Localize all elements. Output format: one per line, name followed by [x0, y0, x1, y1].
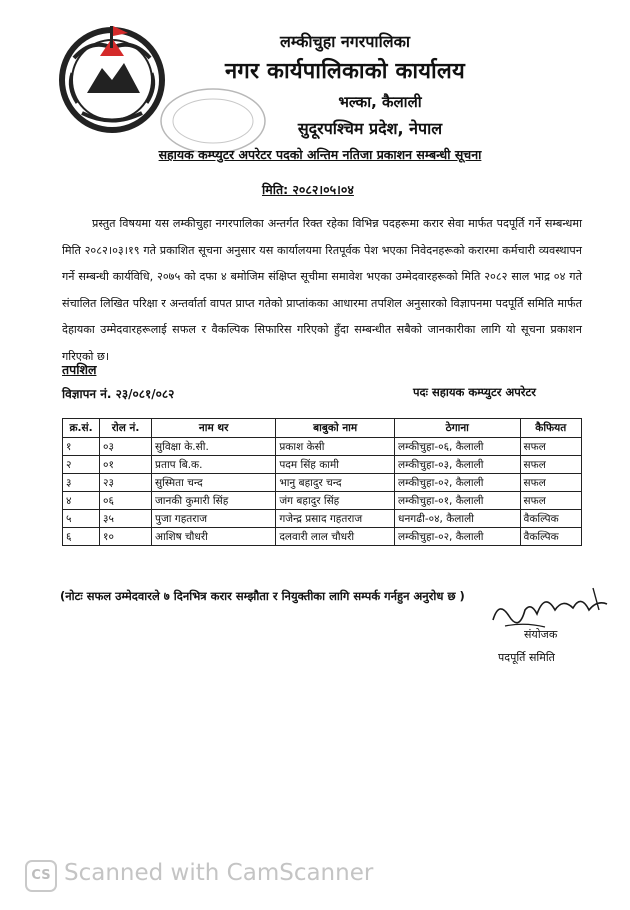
col-father: बाबुको नाम [276, 419, 395, 438]
col-roll: रोल नं. [100, 419, 152, 438]
table-row [63, 510, 582, 528]
cell-name: आशिष चौधरी [152, 528, 276, 546]
table-row [63, 474, 582, 492]
cell-serial: ६ [63, 528, 100, 546]
cell-name: पुजा गहतराज [152, 510, 276, 528]
cell-father: पदम सिंह कामी [276, 456, 395, 474]
cell-roll: २३ [100, 474, 152, 492]
cell-name: सुस्मिता चन्द [152, 474, 276, 492]
cell-father: भानु बहादुर चन्द [276, 474, 395, 492]
cell-address: लम्कीचुहा-०२, कैलाली [395, 528, 520, 546]
col-name: नाम थर [152, 419, 276, 438]
cell-remarks: वैकल्पिक [520, 528, 582, 546]
province-name: सुदूरपश्चिम प्रदेश, नेपाल [297, 119, 443, 138]
cell-address: लम्कीचुहा-०६, कैलाली [395, 438, 520, 456]
government-emblem-icon [52, 18, 172, 138]
cell-address: धनगढी-०४, कैलाली [395, 510, 520, 528]
cell-remarks: सफल [520, 474, 582, 492]
cell-serial: १ [63, 438, 100, 456]
office-address: भल्का, कैलाली [338, 93, 422, 111]
signatory-title: संयोजक [524, 628, 558, 641]
cell-remarks: सफल [520, 438, 582, 456]
cell-name: जानकी कुमारी सिंह [152, 492, 276, 510]
cell-roll: ०३ [100, 438, 152, 456]
results-table [62, 418, 582, 546]
notice-subject: सहायक कम्प्युटर अपरेटर पदको अन्तिम नतिजा प्रकाशन सम्बन्धी सूचना [158, 147, 482, 162]
notice-date: मिति: २०८२।०५।०४ [262, 182, 354, 197]
notice-note: (नोटः सफल उम्मेदवारले ७ दिनभित्र करार सम्झौता र नियुक्तीका लागि सम्पर्क गर्नहुन अनुरोध छ ) [60, 589, 465, 603]
municipality-name: लम्कीचुहा नगरपालिका [279, 32, 411, 51]
cell-roll: ०६ [100, 492, 152, 510]
cell-remarks: सफल [520, 456, 582, 474]
cell-name: सुविक्षा के.सी. [152, 438, 276, 456]
col-remarks: कैफियत [520, 419, 582, 438]
cell-father: गजेन्द्र प्रसाद गहतराज [276, 510, 395, 528]
cell-father: प्रकाश केसी [276, 438, 395, 456]
camscanner-logo-icon: CS [25, 860, 57, 892]
col-serial: क्र.सं. [63, 419, 100, 438]
cell-name: प्रताप बि.क. [152, 456, 276, 474]
table-row [63, 492, 582, 510]
cell-roll: ०१ [100, 456, 152, 474]
table-row [63, 456, 582, 474]
table-header-row [63, 419, 582, 438]
col-address: ठेगाना [395, 419, 520, 438]
cell-father: दलवारी लाल चौधरी [276, 528, 395, 546]
cell-address: लम्कीचुहा-०३, कैलाली [395, 456, 520, 474]
cell-serial: ४ [63, 492, 100, 510]
signatory-committee: पदपूर्ति समिति [498, 651, 555, 664]
table-row [63, 528, 582, 546]
office-name: नगर कार्यपालिकाको कार्यालय [225, 59, 465, 84]
cell-remarks: सफल [520, 492, 582, 510]
cell-address: लम्कीचुहा-०२, कैलाली [395, 474, 520, 492]
cell-roll: १० [100, 528, 152, 546]
post-name: पदः सहायक कम्प्युटर अपरेटर [413, 385, 536, 399]
cell-serial: ३ [63, 474, 100, 492]
table-row [63, 438, 582, 456]
cell-serial: २ [63, 456, 100, 474]
advertisement-number: विज्ञापन नं. २३/०८१/०८२ [62, 387, 175, 401]
notice-body: प्रस्तुत विषयमा यस लम्कीचुहा नगरपालिका अन्तर्गत रिक्त रहेका विभिन्न पदहरूमा करार सेवा मार्फत पदपूर्ति गर्ने सम्बन्धमा मिति २०८२।०३।१९ गते प्रकाशित सूचना अनुसार यस कार्यालयमा रितपूर्वक पेश भएका निवेदनहरूको करारमा कर्मचारी व्यवस्थापन गर्ने सम्बन्धी कार्यविधि, २०७५ को दफा ४ बमोजिम संक्षिप्त सूचीमा समावेश भएका उम्मेदवारहरूको मिति २०८२ साल भाद्र ०४ गते संचालित लिखित परिक्षा र अन्तर्वार्ता वापत प्राप्त गतेको प्राप्तांकका आधारमा तपशिल अनुसारको विज्ञापनमा पदपूर्ति समिति मार्फत देहायका उम्मेदवारहरूलाई सफल र वैकल्पिक सिफारिस गरिएको हुँदा सम्बन्धीत सबैको जानकारीका लागि यो सूचना प्रकाशन गरिएको छ। [62, 217, 582, 363]
cell-father: जंग बहादुर सिंह [276, 492, 395, 510]
camscanner-watermark: Scanned with CamScanner [64, 860, 374, 886]
details-heading: तपशिल [62, 362, 97, 377]
cell-address: लम्कीचुहा-०१, कैलाली [395, 492, 520, 510]
cell-serial: ५ [63, 510, 100, 528]
cell-roll: ३५ [100, 510, 152, 528]
cell-remarks: वैकल्पिक [520, 510, 582, 528]
